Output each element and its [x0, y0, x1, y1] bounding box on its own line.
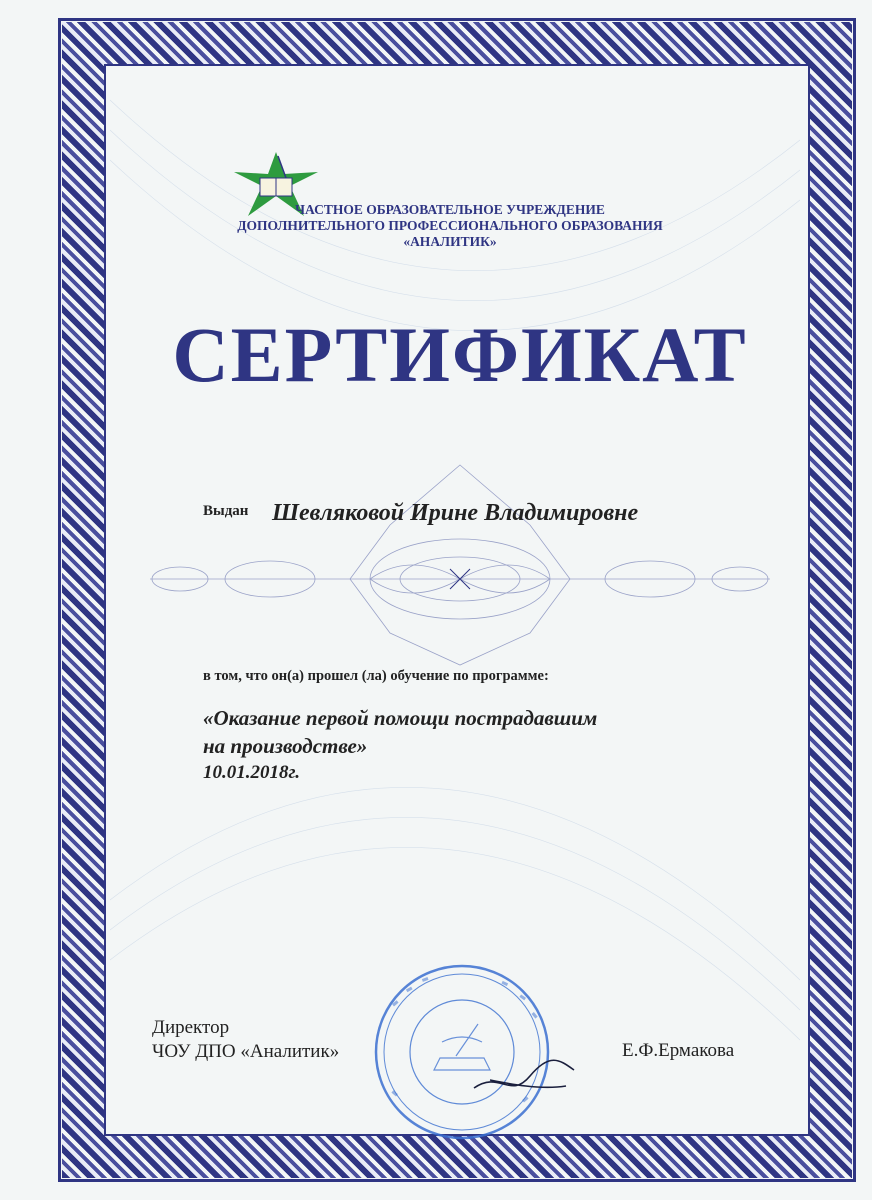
- program-line-1: «Оказание первой помощи пострадавшим: [203, 706, 598, 730]
- issued-label: Выдан: [203, 503, 249, 519]
- program-line-2: на производстве»: [203, 734, 368, 758]
- organization-line-3: «АНАЛИТИК»: [403, 234, 497, 249]
- signatory-role: [152, 1016, 339, 1064]
- organization-name: [200, 202, 700, 250]
- organization-line-2: ДОПОЛНИТЕЛЬНОГО ПРОФЕССИОНАЛЬНОГО ОБРАЗОВАНИЯ: [237, 218, 663, 233]
- program-title: [203, 704, 723, 760]
- signatory-role-line-2: ЧОУ ДПО «Аналитик»: [152, 1041, 340, 1062]
- recipient-name: Шевляковой Ирине Владимировне: [272, 500, 639, 526]
- certificate-title: СЕРТИФИКАТ: [172, 311, 748, 398]
- training-statement: в том, что он(а) прошел (ла) обучение по программе:: [203, 668, 549, 684]
- issue-date: 10.01.2018г.: [203, 762, 301, 783]
- central-ornament: [140, 455, 780, 675]
- handwritten-signature: [470, 1040, 580, 1100]
- organization-line-1: ЧАСТНОЕ ОБРАЗОВАТЕЛЬНОЕ УЧРЕЖДЕНИЕ: [295, 202, 605, 217]
- signatory-role-line-1: Директор: [152, 1017, 230, 1038]
- signatory-name: Е.Ф.Ермакова: [622, 1040, 735, 1061]
